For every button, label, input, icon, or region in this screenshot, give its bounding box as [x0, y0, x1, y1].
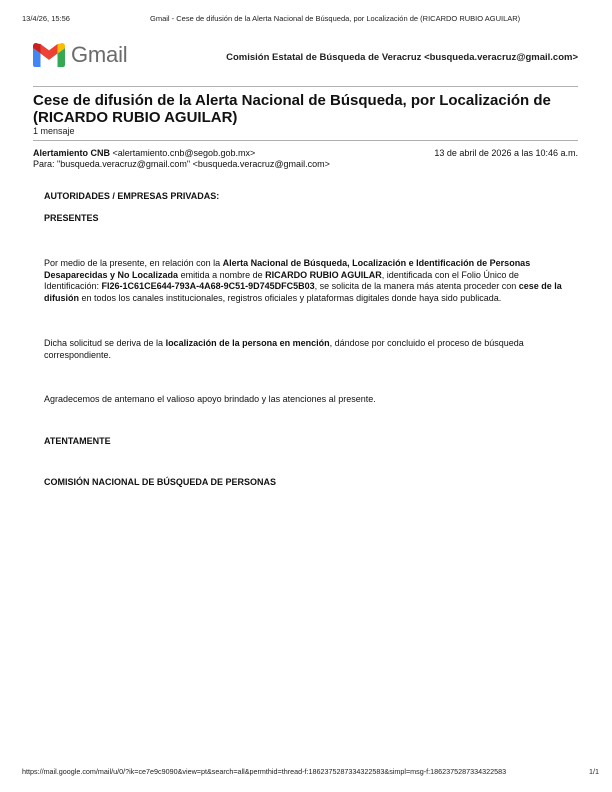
- print-header: [22, 14, 590, 26]
- sender-email: <alertamiento.cnb@segob.gob.mx>: [112, 148, 256, 158]
- greeting-recipients: AUTORIDADES / EMPRESAS PRIVADAS:: [44, 191, 220, 201]
- location-found: localización de la persona en mención: [165, 338, 330, 348]
- text: Dicha solicitud se deriva de la: [44, 338, 166, 348]
- alert-name: Alerta Nacional de Búsqueda, Localización e Identificación de Personas Desaparecidas y No Localizada: [44, 258, 531, 280]
- text: , identificada con el Folio Único de Identificación:: [44, 269, 519, 291]
- recipient-label: Para:: [33, 159, 55, 169]
- message-header: [33, 148, 578, 170]
- closing: ATENTAMENTE: [44, 435, 111, 446]
- divider-top: [33, 86, 578, 87]
- text: Por medio de la presente, en relación con la: [44, 258, 223, 268]
- signature: COMISIÓN NACIONAL DE BÚSQUEDA DE PERSONAS: [44, 477, 277, 487]
- print-page-title: Gmail - Cese de difusión de la Alerta Nacional de Búsqueda, por Localización de (RICARDO RUBIO AGUILAR): [150, 14, 521, 23]
- message-count: 1 mensaje: [33, 126, 75, 136]
- message-date: 13 de abril de 2026 a las 10:46 a.m.: [434, 148, 578, 158]
- gmail-wordmark: Gmail: [71, 42, 128, 67]
- page-number: 1/1: [589, 767, 599, 776]
- greeting-presentes: PRESENTES: [44, 212, 99, 223]
- cease-dissemination: cese de la difusión: [44, 281, 562, 303]
- account-identity: Comisión Estatal de Búsqueda de Veracruz <busqueda.veracruz@gmail.com>: [226, 52, 578, 63]
- folio-id: FI26-1C61CE644-793A-4A68-9C51-9D745DFC5B03: [101, 281, 315, 291]
- text: , dándose por concluido el proceso de búsqueda correspondiente.: [44, 338, 524, 360]
- recipient-line: [33, 159, 578, 170]
- divider-message: [33, 140, 578, 141]
- message-body: [44, 191, 572, 489]
- print-datetime: 13/4/26, 15:56: [22, 14, 70, 23]
- gmail-m-icon: [33, 43, 65, 67]
- body-paragraph-request: [44, 258, 572, 304]
- text: , se solicita de la manera más atenta proceder con: [314, 281, 519, 291]
- print-footer: [22, 767, 599, 779]
- thread-subject: Cese de difusión de la Alerta Nacional de Búsqueda, por Localización de (RICARDO RUBIO AGUILAR): [33, 92, 551, 126]
- print-url: https://mail.google.com/mail/u/0/?ik=ce7e9c9090&view=pt&search=all&permthid=thread-f:1862375287334322583&simpl=msg-f:1862375287334322583: [22, 767, 507, 776]
- text: en todos los canales institucionales, registros oficiales y plataformas digitales donde haya sido publicada.: [79, 292, 502, 303]
- sender-name: Alertamiento CNB: [33, 148, 111, 158]
- body-paragraph-reason: [44, 338, 572, 361]
- recipient-value: "busqueda.veracruz@gmail.com" <busqueda.veracruz@gmail.com>: [57, 159, 330, 169]
- text: emitida a nombre de: [178, 269, 266, 280]
- body-paragraph-thanks: Agradecemos de antemano el valioso apoyo brindado y las atenciones al presente.: [44, 394, 376, 404]
- brand-row: [33, 42, 578, 72]
- person-name: RICARDO RUBIO AGUILAR: [265, 269, 382, 280]
- gmail-logo: [33, 42, 127, 68]
